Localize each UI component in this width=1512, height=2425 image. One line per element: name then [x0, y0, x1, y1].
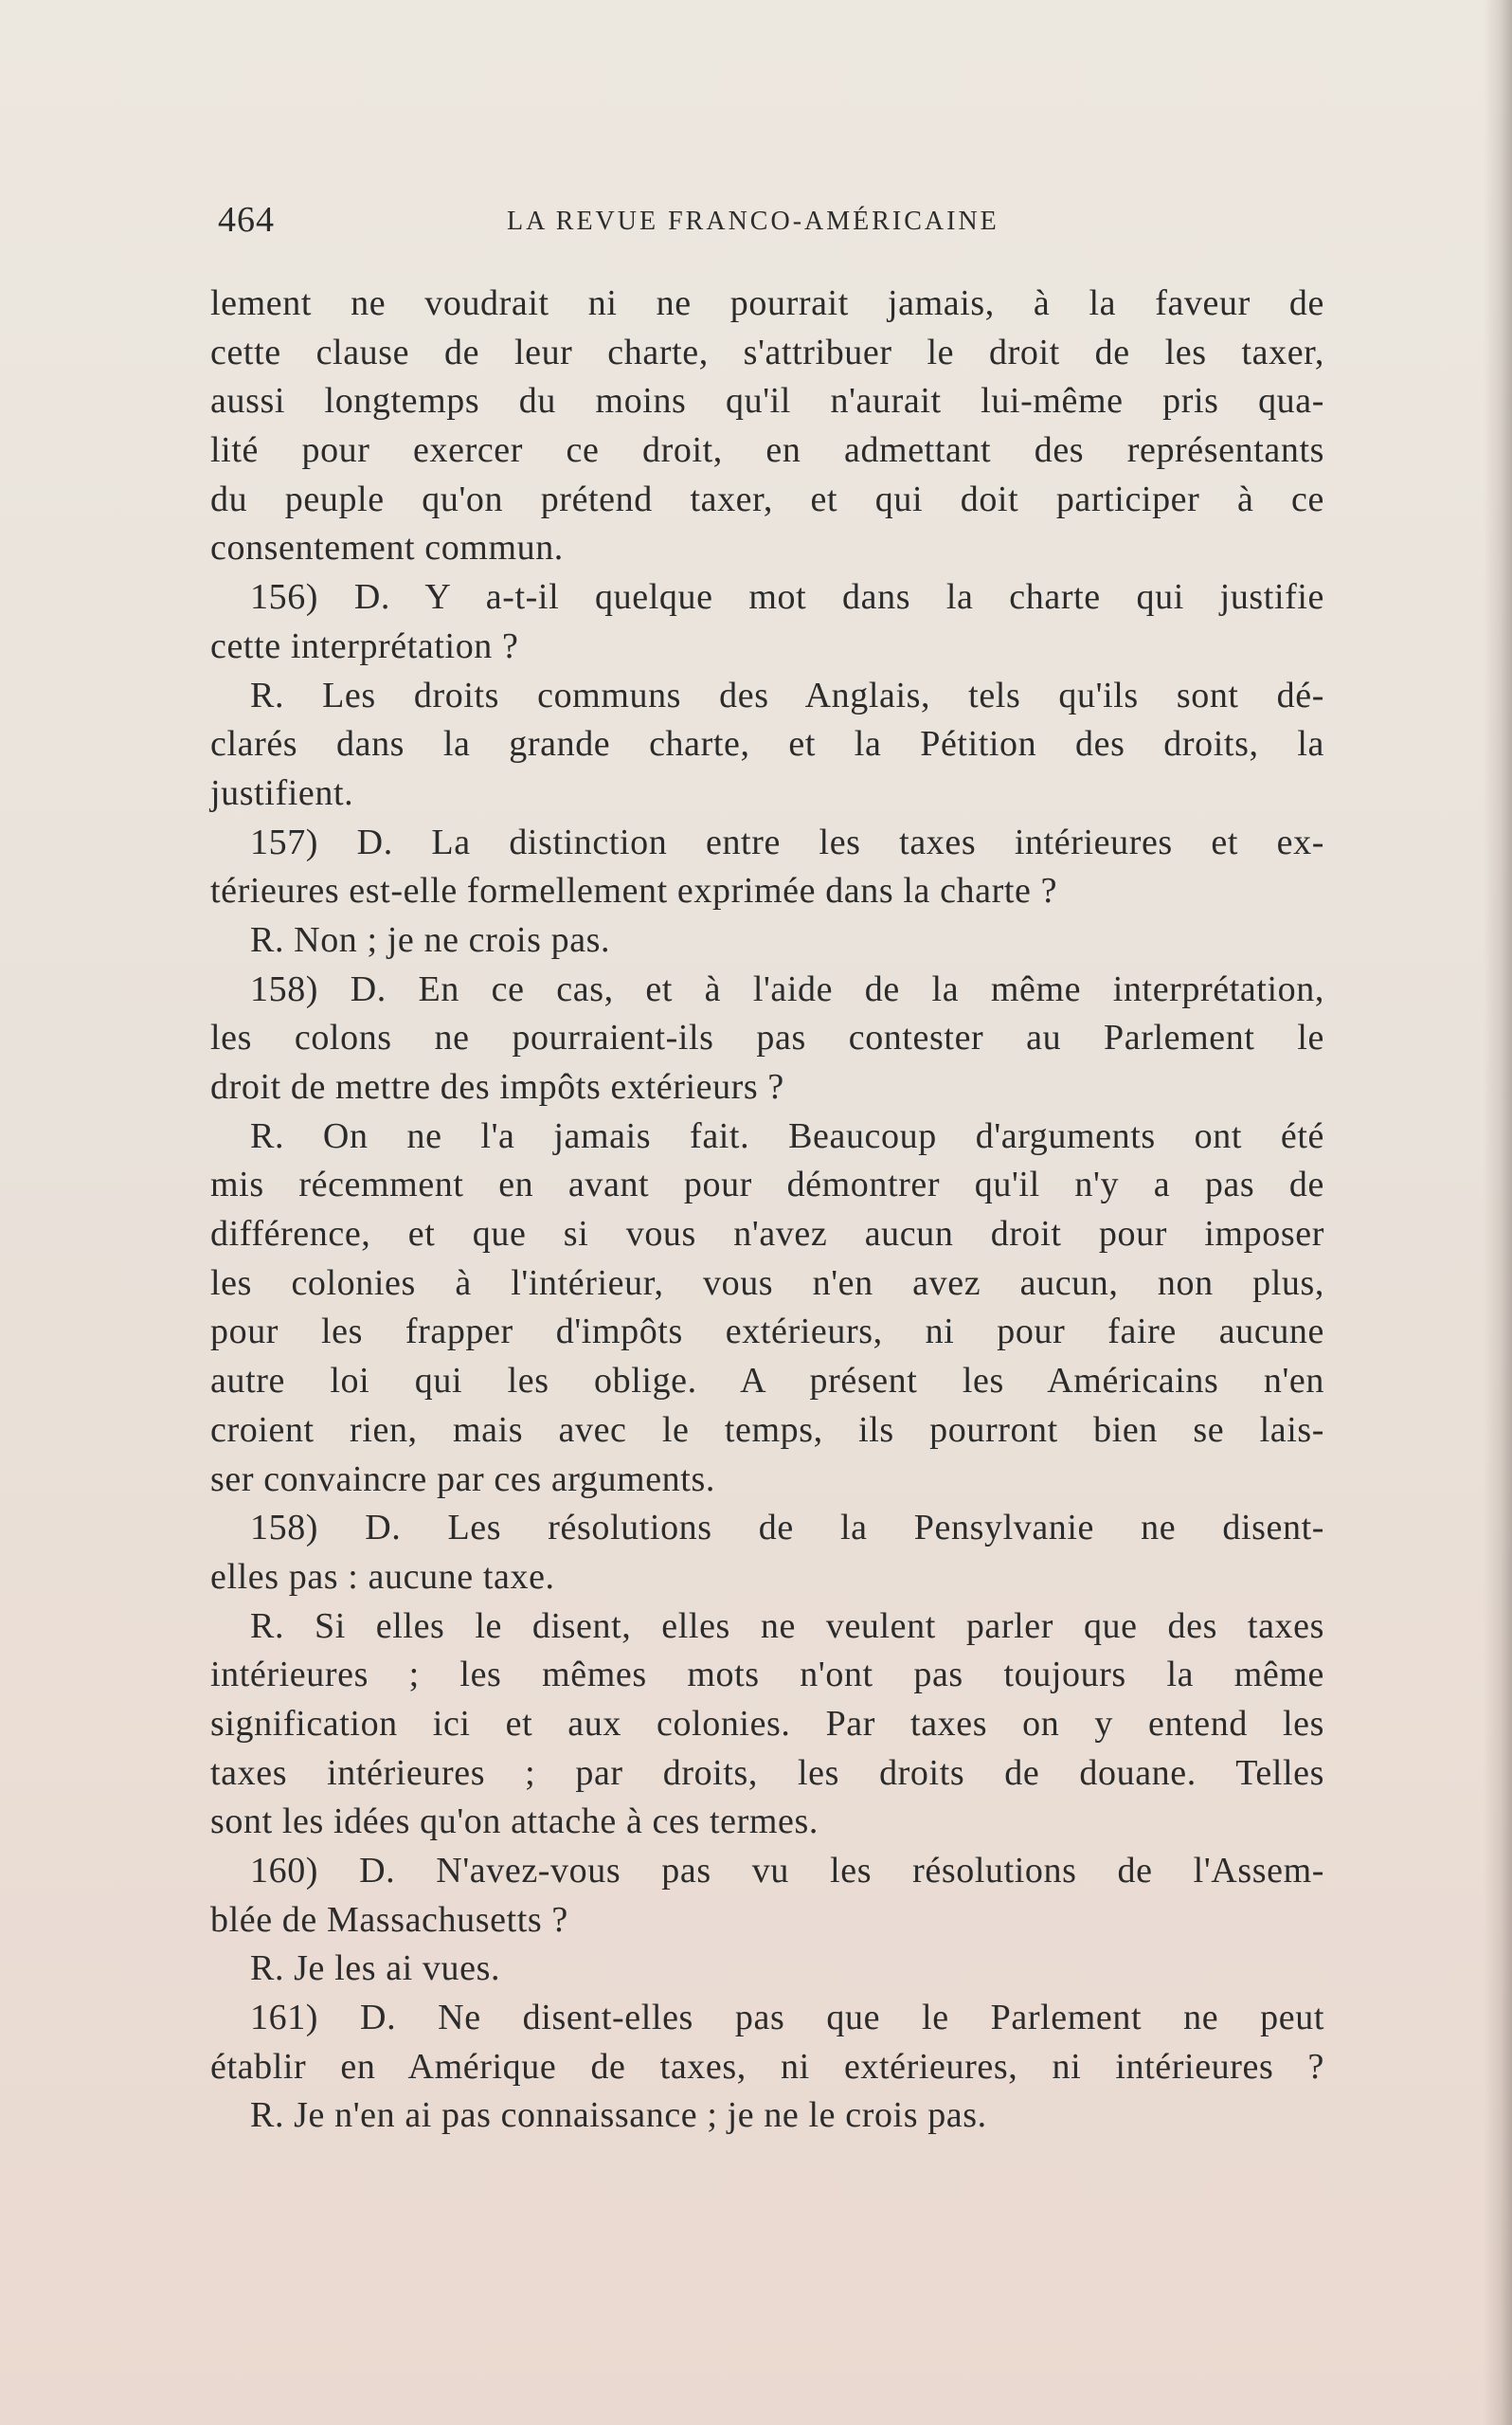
- text-line: croient rien, mais avec le temps, ils pourront bien se lais-: [210, 1409, 1324, 1450]
- text-line: consentement commun.: [210, 528, 564, 569]
- text-line: cette clause de leur charte, s'attribuer le droit de les taxer,: [210, 332, 1324, 372]
- answer-line: R. On ne l'a jamais fait. Beaucoup d'arguments ont été: [250, 1115, 1324, 1156]
- question-line: 161) D. Ne disent-elles pas que le Parlement ne peut: [250, 1998, 1324, 2038]
- text-line: lité pour exercer ce droit, en admettant des représentants: [210, 430, 1324, 471]
- page-header: [218, 199, 1326, 246]
- text-line: mis récemment en avant pour démontrer qu'il n'y a pas de: [210, 1165, 1324, 1205]
- text-line: térieures est-elle formellement exprimée dans la charte ?: [210, 871, 1058, 912]
- text-line: blée de Massachusetts ?: [210, 1899, 568, 1940]
- text-line: différence, et que si vous n'avez aucun droit pour imposer: [210, 1214, 1324, 1255]
- text-line: autre loi qui les oblige. A présent les Américains n'en: [210, 1361, 1324, 1402]
- text-line: taxes intérieures ; par droits, les droits de douane. Telles: [210, 1752, 1324, 1793]
- text-line: droit de mettre des impôts extérieurs ?: [210, 1067, 784, 1107]
- text-line: clarés dans la grande charte, et la Pétition des droits, la: [210, 724, 1324, 765]
- question-line: 158) D. En ce cas, et à l'aide de la même interprétation,: [250, 968, 1324, 1009]
- text-line: signification ici et aux colonies. Par taxes on y entend les: [210, 1703, 1324, 1744]
- answer-line: R. Si elles le disent, elles ne veulent parler que des taxes: [250, 1605, 1324, 1646]
- text-line: du peuple qu'on prétend taxer, et qui doit participer à ce: [210, 479, 1324, 519]
- text-line: les colonies à l'intérieur, vous n'en avez aucun, non plus,: [210, 1262, 1324, 1303]
- text-line: établir en Amérique de taxes, ni extérieures, ni intérieures ?: [210, 2046, 1324, 2087]
- text-line: pour les frapper d'impôts extérieurs, ni pour faire aucune: [210, 1312, 1324, 1352]
- question-line: 160) D. N'avez-vous pas vu les résolutions de l'Assem-: [250, 1851, 1324, 1891]
- answer-line: R. Les droits communs des Anglais, tels qu'ils sont dé-: [250, 675, 1324, 715]
- text-line: lement ne voudrait ni ne pourrait jamais, à la faveur de: [210, 283, 1324, 323]
- answer-line: R. Je les ai vues.: [250, 1948, 501, 1989]
- page-edge-shadow: [1484, 0, 1512, 2425]
- answer-line: R. Non ; je ne crois pas.: [250, 919, 611, 960]
- text-line: intérieures ; les mêmes mots n'ont pas toujours la même: [210, 1655, 1324, 1695]
- text-line: ser convaincre par ces arguments.: [210, 1458, 715, 1499]
- text-line: sont les idées qu'on attache à ces termes.: [210, 1801, 819, 1842]
- body-text: [210, 280, 1324, 2141]
- text-line: les colons ne pourraient-ils pas contester au Parlement le: [210, 1018, 1324, 1059]
- text-line: justifient.: [210, 772, 354, 813]
- text-line: elles pas : aucune taxe.: [210, 1556, 555, 1597]
- text-line: cette interprétation ?: [210, 625, 519, 666]
- page-number: 464: [218, 200, 275, 240]
- question-line: 156) D. Y a-t-il quelque mot dans la charte qui justifie: [250, 577, 1324, 618]
- question-line: 158) D. Les résolutions de la Pensylvanie ne disent-: [250, 1508, 1324, 1548]
- answer-line: R. Je n'en ai pas connaissance ; je ne le crois pas.: [250, 2095, 987, 2136]
- question-line: 157) D. La distinction entre les taxes intérieures et ex-: [250, 822, 1324, 862]
- running-title: LA REVUE FRANCO-AMÉRICAINE: [507, 207, 999, 236]
- text-line: aussi longtemps du moins qu'il n'aurait lui-même pris qua-: [210, 381, 1324, 422]
